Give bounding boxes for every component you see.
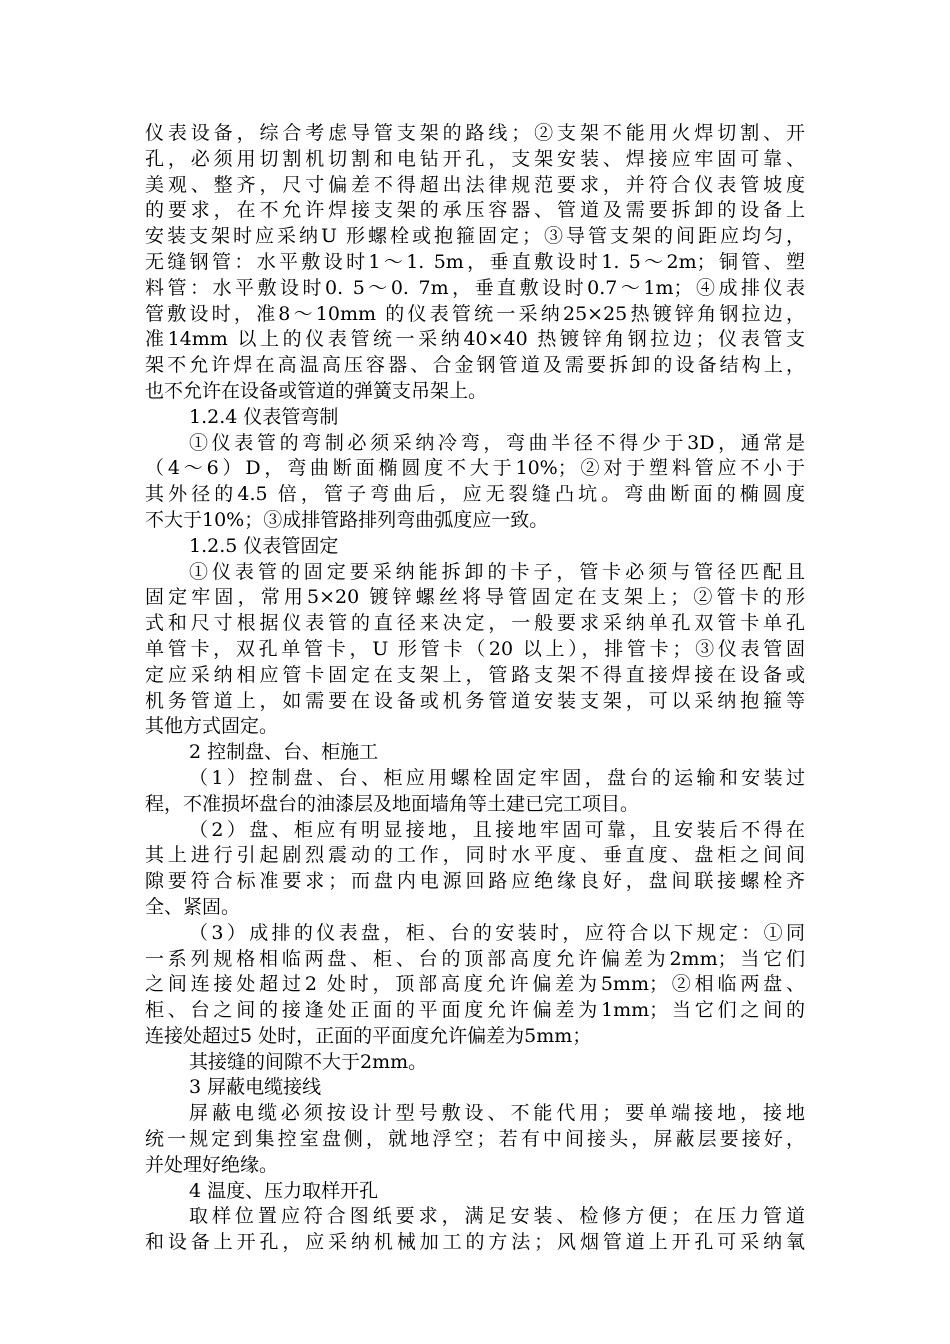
- text-line: 隙要符合标准要求；而盘内电源回路应绝缘良好，盘间联接螺栓齐: [145, 870, 805, 893]
- text-line: 式和尺寸根据仪表管的直径来决定，一般要求采纳单孔双管卡单孔: [145, 612, 805, 635]
- text-line: 连接处超过5 处时，正面的平面度允许偏差为5mm；: [145, 1024, 592, 1047]
- text-line: 不大于10%；③成排管路排列弯曲弧度应一致。: [145, 508, 549, 531]
- text-line: 固定牢固，常用5×20 镀锌螺丝将导管固定在支架上；②管卡的形: [145, 586, 805, 609]
- text-line: （2）盘、柜应有明显接地，且接地牢固可靠，且安装后不得在: [189, 818, 805, 841]
- text-line: 和设备上开孔，应采纳机械加工的方法；风烟管道上开孔可采纳氧: [145, 1231, 805, 1254]
- text-line: 机务管道上，如需要在设备或机务管道安装支架，可以采纳抱箍等: [145, 689, 805, 712]
- text-line: 之间连接处超过2 处时，顶部高度允许偏差为5mm；②相临两盘、: [145, 973, 805, 996]
- document-page: [145, 121, 805, 1256]
- text-line: 取样位置应符合图纸要求，满足安装、检修方便；在压力管道: [189, 1205, 805, 1228]
- text-line: 其上进行引起剧烈震动的工作，同时水平度、垂直度、盘柜之间间: [145, 844, 805, 867]
- text-line: 准14mm 以上的仪表管统一采纳40×40 热镀锌角钢拉边；仪表管支: [145, 328, 805, 351]
- text-line: 管敷设时，准8～10mm 的仪表管统一采纳25×25热镀锌角钢拉边，: [145, 302, 805, 325]
- text-line: 全、紧固。: [145, 895, 241, 918]
- text-line: 2 控制盘、台、柜施工: [189, 741, 379, 764]
- text-line: 1.2.4 仪表管弯制: [189, 405, 339, 428]
- text-line: 美观、整齐，尺寸偏差不得超出法律规范要求，并符合仪表管坡度: [145, 173, 805, 196]
- text-line: 定应采纳相应管卡固定在支架上，管路支架不得直接焊接在设备或: [145, 663, 805, 686]
- text-line: 3 屏蔽电缆接线: [189, 1076, 322, 1099]
- text-line: 孔，必须用切割机切割和电钻开孔，支架安装、焊接应牢固可靠、: [145, 147, 805, 170]
- text-line: 无缝钢管：水平敷设时1～1. 5m，垂直敷设时1. 5～2m；铜管、塑: [145, 250, 805, 273]
- text-line: 1.2.5 仪表管固定: [189, 534, 339, 557]
- text-line: 仪表设备，综合考虑导管支架的路线；②支架不能用火焊切割、开: [145, 122, 805, 144]
- text-line: ①仪表管的弯制必须采纳冷弯，弯曲半径不得少于3D，通常是: [189, 431, 805, 454]
- text-line: 柜、台之间的接逢处正面的平面度允许偏差为1mm；当它们之间的: [145, 999, 805, 1022]
- text-line: 其外径的4.5 倍，管子弯曲后，应无裂缝凸坑。弯曲断面的椭圆度: [145, 483, 805, 506]
- text-line: ①仪表管的固定要采纳能拆卸的卡子，管卡必须与管径匹配且: [189, 560, 805, 583]
- text-line: 其接缝的间隙不大于2mm。: [189, 1050, 428, 1073]
- text-line: 一系列规格相临两盘、柜、台的顶部高度允许偏差为2mm；当它们: [145, 947, 805, 970]
- text-line: 并处理好绝缘。: [145, 1153, 279, 1176]
- text-line: 安装支架时应采纳U 形螺栓或抱箍固定；③导管支架的间距应均匀，: [145, 225, 805, 248]
- text-line: 架不允许焊在高温高压容器、合金钢管道及需要拆卸的设备结构上，: [145, 354, 805, 377]
- text-line: 单管卡，双孔单管卡，U 形管卡（20 以上），排管卡；③仪表管固: [145, 637, 805, 660]
- text-line: （4～6）D，弯曲断面椭圆度不大于10%；②对于塑料管应不小于: [145, 457, 805, 480]
- text-line: 料管：水平敷设时0. 5～0. 7m，垂直敷设时0.7～1m；④成排仪表: [145, 276, 805, 299]
- text-line: 也不允许在设备或管道的弹簧支吊架上。: [145, 379, 488, 402]
- text-line: 程，不准损坏盘台的油漆层及地面墙角等土建已完工项目。: [145, 792, 640, 815]
- text-line: 的要求，在不允许焊接支架的承压容器、管道及需要拆卸的设备上: [145, 199, 805, 222]
- text-line: （1）控制盘、台、柜应用螺栓固定牢固，盘台的运输和安装过: [189, 766, 805, 789]
- text-line: 其他方式固定。: [145, 715, 279, 738]
- text-line: 统一规定到集控室盘侧，就地浮空；若有中间接头，屏蔽层要接好，: [145, 1128, 805, 1151]
- text-line: （3）成排的仪表盘，柜、台的安装时，应符合以下规定：①同: [189, 921, 805, 944]
- text-line: 4 温度、压力取样开孔: [189, 1179, 379, 1202]
- text-line: 屏蔽电缆必须按设计型号敷设、不能代用；要单端接地，接地: [189, 1102, 805, 1125]
